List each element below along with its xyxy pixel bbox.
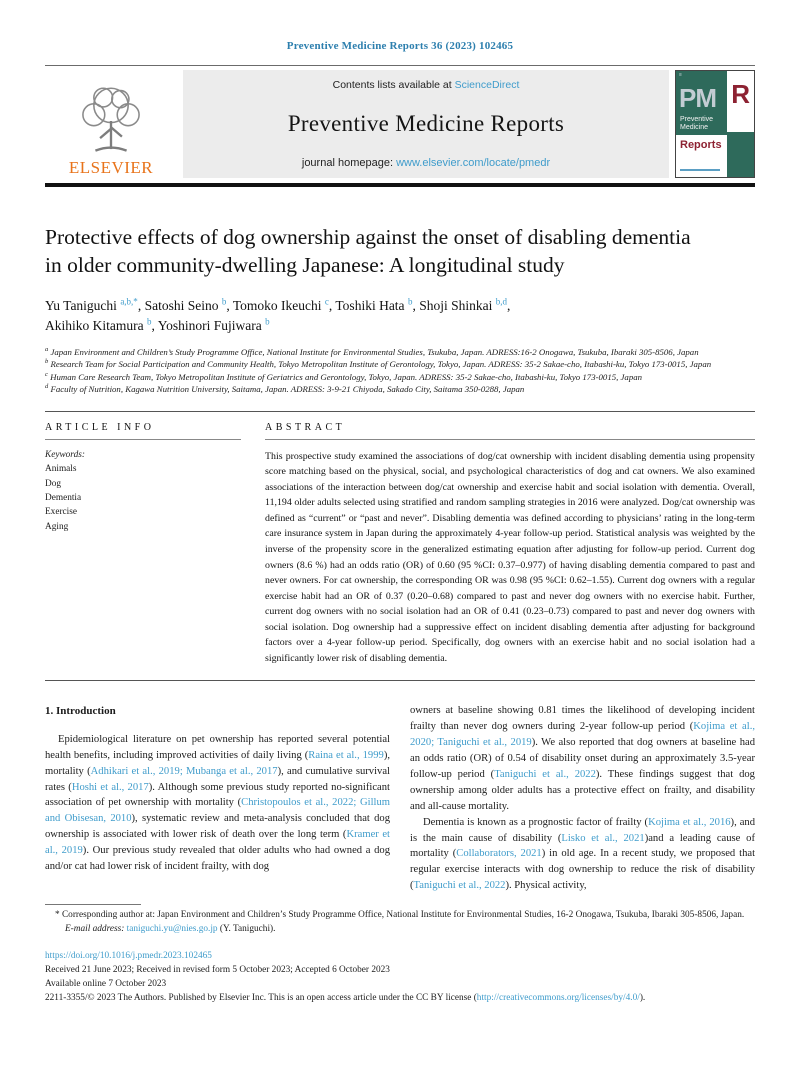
text-run: ) in old age. In a recent study, we proposed that regular exercise interacts with dog ownership to reduce the risk of disability ( (410, 848, 756, 892)
article-info-column (45, 422, 241, 667)
citation-link[interactable]: Taniguchi et al., 2022 (413, 880, 506, 892)
text-run: journal homepage: (301, 157, 397, 169)
text-run: b (45, 358, 49, 366)
email-link[interactable]: taniguchi.yu@nies.go.jp (126, 923, 218, 934)
citation-link[interactable]: Lisko et al., 2021 (561, 832, 645, 844)
elsevier-wordmark: ELSEVIER (68, 158, 154, 177)
cover-url-line (680, 169, 720, 171)
citation-link[interactable]: Raina et al., 1999 (308, 749, 384, 761)
abstract-text: This prospective study examined the associations of dog/cat ownership with incident disabling dementia using propensity score matching based on the physical, social, and psychological characteristics of dog and cat owners. We also examined associations of the interaction between dog/cat ownership and exercise habit and social isolation with dementia. Overall, 11,194 older adults selected using stratified and random sampling strategies in 2016 were analyzed. Dog/cat ownership was defined as “current” or “past and never”. Disabling dementia was defined according to physicians’ rating in the long-term care insurance system in Japan during the approximately 4-year follow-up period. Statistical analysis was weighted by the inverse of the propensity score in the generalized estimating equation after adjusting for follow-up period. Current dog owners (8.6 %) had an odds ratio (OR) of 0.60 (95 %CI: 0.37–0.977) of having disabling dementia compared to past and never owners. For cat ownership, the corresponding OR was 0.98 (95 %CI: 0.62–1.55). Current dog owners with a regular exercise habit had an OR of 0.37 (0.20–0.68) compared to past and never dog owners with no exercise habit. Further, current dog owners with no social isolation had an OR of 0.41 (0.23–0.73) compared to past and never dog owners with social isolation. Dog ownership had a suppressive effect on incident disabling dementia after adjusting for background factors over a 4-year follow-up period. Specifically, dog owners with an exercise habit and no social isolation had a significantly lower risk of disabling dementia. (265, 450, 755, 664)
sciencedirect-link[interactable]: ScienceDirect (454, 79, 520, 91)
text-run: )and a leading cause of mortality ( (410, 832, 755, 860)
article-info-heading: ARTICLE INFO (45, 422, 241, 440)
author-affiliation-sup[interactable]: b (265, 316, 270, 327)
author-affiliation-sup[interactable]: b (221, 296, 227, 307)
journal-masthead (45, 65, 755, 187)
citation-link[interactable]: Collaborators, 2021 (456, 848, 542, 860)
text-run: Akihiko Kitamura (45, 318, 147, 333)
article-title (45, 223, 755, 280)
journal-homepage-link[interactable]: www.elsevier.com/locate/pmedr (396, 157, 551, 169)
journal-cover-thumbnail[interactable] (675, 70, 755, 178)
abstract-heading: ABSTRACT (265, 422, 755, 440)
journal-homepage-line (302, 157, 550, 169)
citation-link[interactable]: Adhikari et al., 2019; Mubanga et al., 2017 (90, 765, 278, 777)
text-run: ). Our previous study revealed that older adults who had owned a dog and/or cat had lower risk of incident frailty, with dog (45, 845, 390, 873)
citation-link[interactable]: Kojima et al., 2020; Taniguchi et al., 2019 (410, 721, 755, 749)
citation-link[interactable]: Taniguchi et al., 2022 (494, 768, 596, 780)
author-affiliation-sup[interactable]: b (407, 296, 413, 307)
affiliation-c (45, 371, 755, 383)
cover-initial-r: R (731, 79, 750, 109)
introduction-paragraph-right-2 (410, 815, 755, 894)
introduction-heading: 1. Introduction (45, 705, 116, 718)
citation-link[interactable]: Kojima et al., 2016 (648, 816, 731, 828)
available-online: Available online 7 October 2023 (45, 978, 167, 989)
keyword-item: Exercise (45, 507, 78, 518)
doi-link[interactable]: https://doi.org/10.1016/j.pmedr.2023.102465 (45, 951, 212, 962)
text-run: owners at baseline showing 0.81 times the likelihood of developing incident frailty than never dog owners during 2-year follow-up period ( (410, 705, 755, 733)
article-info-abstract-block (45, 411, 755, 682)
license-link[interactable]: http://creativecommons.org/licenses/by/4.0/ (476, 992, 640, 1003)
keywords-list (45, 448, 241, 534)
text-run: ). We also reported that dog owners at baseline had an odds ratio (OR) of 0.54 of disability onset during an approximately 3.5-year follow-up period ( (410, 737, 755, 780)
cover-journal-name: Preventive Medicine (680, 115, 714, 131)
corresponding-author-footnote (45, 904, 755, 936)
journal-citation-header: Preventive Medicine Reports 36 (2023) 102465 (286, 40, 514, 52)
author-affiliation-sup[interactable]: c (324, 296, 329, 307)
text-run: Faculty of Nutrition, Kagawa Nutrition University, Saitama, Japan. ADRESS: 3-9-21 Chiyoda, Sakado City, Saitama 350-0288, Japan (48, 383, 525, 394)
author-affiliation-sup[interactable]: b (146, 316, 152, 327)
abstract-column (265, 422, 755, 667)
keyword-item: Animals (45, 464, 77, 475)
affiliation-d (45, 383, 755, 395)
text-run: a (45, 346, 49, 354)
text-run: , Shoji Shinkai (412, 297, 496, 313)
citation-link[interactable]: Hoshi et al., 2017 (71, 781, 149, 793)
left-column (45, 703, 390, 894)
text-run: ). Physical activity, (505, 880, 587, 892)
text-run: Research Team for Social Participation and Community Health, Tokyo Metropolitan Institute of Gerontology, Tokyo, Japan. ADRESS: 35-2 Sakae-cho, Itabashi-ku, Tokyo 173-0015, Japan (48, 359, 712, 370)
introduction-paragraph-right-1 (410, 703, 755, 814)
article-title-line2: in older community-dwelling Japanese: A longitudinal study (45, 253, 565, 278)
author-affiliation-sup[interactable]: a,b,* (120, 296, 138, 307)
text-run: ). These findings suggest that dog ownership among older adults has a protective effect on frailty, and disability and all-cause mortality. (410, 768, 755, 812)
affiliations (45, 346, 755, 395)
introduction-paragraph-left (45, 732, 390, 875)
text-run: ). (639, 992, 646, 1003)
cover-tiny-text: ≡ (679, 72, 682, 78)
elsevier-logo[interactable] (45, 68, 177, 180)
footnote-divider (45, 904, 141, 905)
masthead-center-panel (183, 70, 669, 178)
keywords-label: Keywords: (45, 449, 85, 460)
body-columns (45, 703, 755, 894)
journal-title: Preventive Medicine Reports (287, 111, 565, 136)
keyword-item: Aging (45, 521, 69, 532)
text-run: , Tomoko Ikeuchi (226, 297, 325, 313)
citation-link[interactable]: Kramer et al., 2019 (45, 829, 390, 857)
cover-green-block (727, 132, 754, 177)
keyword-item: Dementia (45, 492, 82, 503)
received-dates: Received 21 June 2023; Received in revised form 5 October 2023; Accepted 6 October 2023 (45, 964, 390, 975)
cover-reports-word: Reports (680, 138, 722, 151)
text-run: E-mail address: (65, 923, 127, 934)
article-title-line1: Protective effects of dog ownership against the onset of disabling dementia (45, 225, 691, 249)
text-run: ), and cumulative survival rates ( (45, 765, 390, 793)
author-affiliation-sup[interactable]: b,d (495, 296, 507, 307)
article-page (45, 0, 755, 1006)
text-run: Japan Environment and Children’s Study Programme Office, National Institute for Environmental Studies, Tsukuba, Japan. ADRESS:16-2 Onogawa, Tsukuba, Ibaraki 305-8506, Japan (48, 347, 699, 358)
text-run: , Satoshi Seino (137, 297, 222, 313)
cover-green-panel (676, 71, 727, 135)
text-run: d (45, 382, 49, 390)
email-line (45, 923, 755, 936)
text-run: ), mortality ( (45, 749, 390, 777)
text-run: (Y. Taniguchi). (217, 923, 276, 934)
keyword-item: Dog (45, 478, 62, 489)
text-run: 2211-3355/© 2023 The Authors. Published by Elsevier Inc. This is an open access article under the CC BY license ( (45, 992, 477, 1003)
text-run: Contents lists available at (332, 79, 455, 91)
text-run: ), systematic review and meta-analysis concluded that dog ownership is associated with lower risk of death over the long term ( (45, 813, 390, 841)
affiliation-b (45, 358, 755, 370)
text-run: ). Although some previous study reported no-significant association of pet ownership with mortality ( (45, 781, 390, 809)
text-run: ), and is the main cause of disability ( (410, 816, 755, 844)
text-run: Epidemiological literature on pet ownership has reported several potential health benefits, including improved activities of daily living ( (45, 733, 390, 761)
author-list (45, 296, 755, 337)
elsevier-tree-icon (72, 82, 150, 160)
citation-link[interactable]: Christopoulos et al., 2022; Gillum and Obisesan, 2010 (45, 797, 390, 825)
text-run: * Corresponding author at: Japan Environment and Children’s Study Programme Office, National Institute for Environmental Studies, 16-2 Onogawa, Tsukuba, Ibaraki 305-8506, Japan. (55, 910, 745, 921)
text-run: c (45, 370, 48, 378)
text-run: Human Care Research Team, Tokyo Metropolitan Institute of Geriatrics and Gerontology, Tokyo, Japan. ADRESS: 35-2 Sakae-cho, Itabashi-ku, Tokyo 173-0015, Japan (47, 371, 643, 382)
contents-available-line (333, 79, 520, 91)
corresponding-author-line (45, 909, 755, 922)
text-run: Dementia is known as a prognostic factor of frailty ( (423, 816, 649, 828)
affiliation-a (45, 346, 755, 358)
copyright-license-line (45, 992, 755, 1006)
text-run: , Toshiki Hata (328, 297, 408, 313)
text-run: , (506, 297, 511, 313)
article-footer (45, 950, 755, 1006)
text-run: Yu Taniguchi (45, 297, 121, 313)
text-run: , Yoshinori Fujiwara (151, 318, 266, 333)
right-column (410, 703, 755, 894)
cover-initials-pm: PM (679, 83, 716, 113)
